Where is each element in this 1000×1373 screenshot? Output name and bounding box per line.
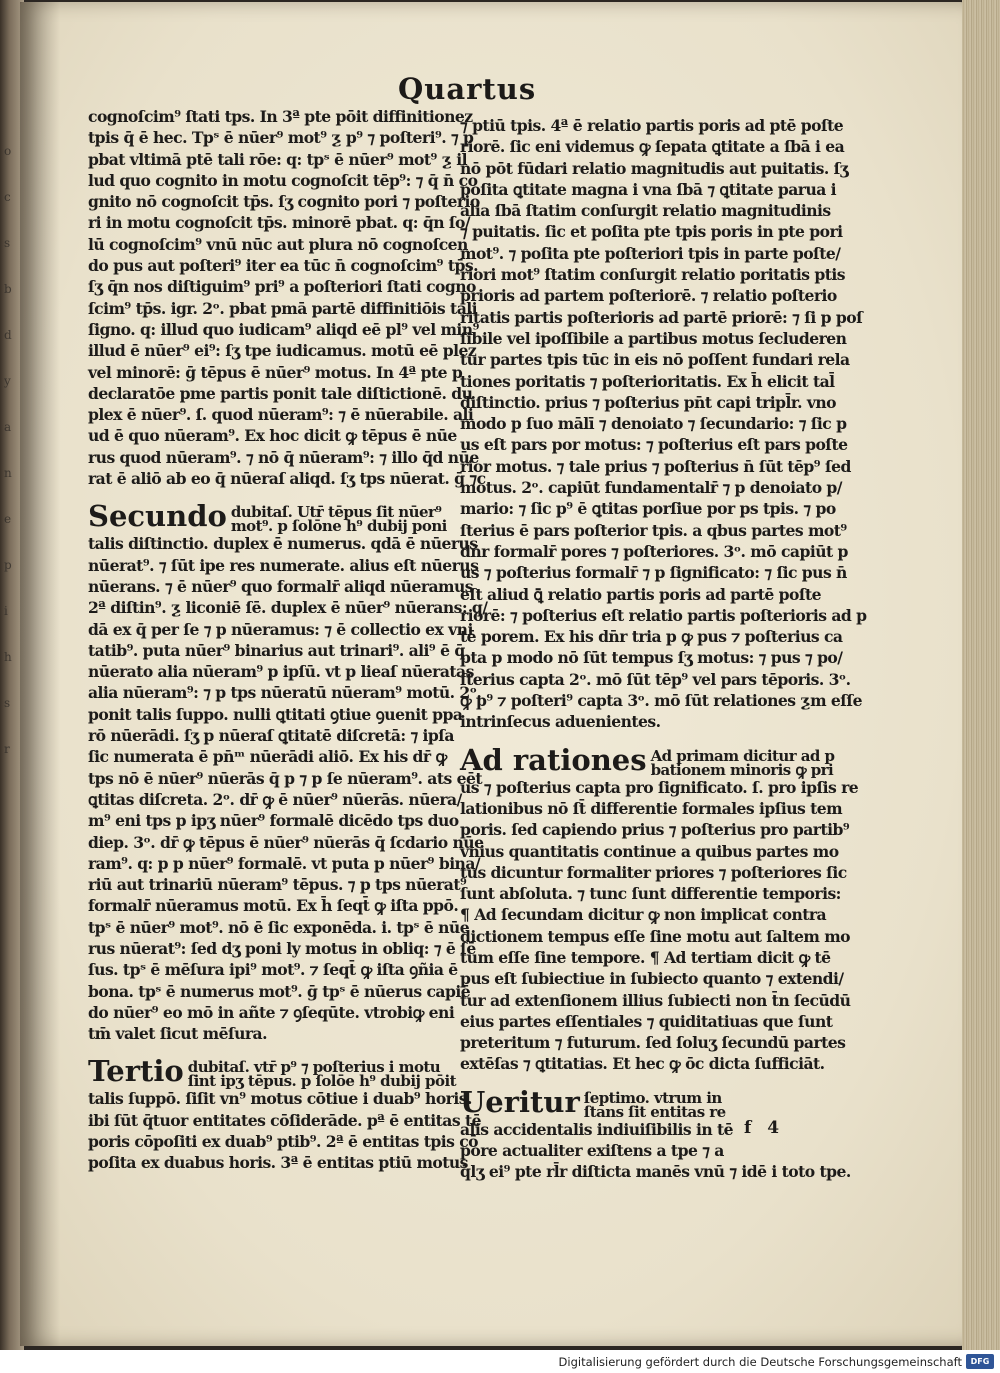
text-line: tus dicuntur formaliter priores ⁊ poſteriores ſic (460, 862, 847, 882)
text-line: ſcim⁹ tp̄s. igr. 2ᵒ. pbat pmā partē diffinitiōis tali (88, 298, 477, 318)
text-line: ram⁹. q: p p nūer⁹ formalē. vt puta p nūer⁹ bina/ (88, 853, 481, 873)
section-heading-text: ſeptimo. vtrum in ſtans ſit entitas re (583, 1088, 726, 1121)
text-line: gnito nō cognoſcit tp̄s. ſʒ cognito pori ⁊ poſterio (88, 192, 480, 212)
text-line: rus quod nūeram⁹. ⁊ nō q̄ nūeram⁹: ⁊ illo q̄d nūe (88, 447, 479, 467)
text-line: lationibus nō ſt̄ differentie formales ipſius tem (460, 798, 843, 818)
text-line: tur partes tpis tūc in eis nō poſſent fundari rela (460, 350, 850, 370)
margin-fragment: p (4, 558, 12, 572)
gutter-shadow (20, 2, 60, 1346)
text-line: ud ē quo nūeram⁹. Ex hoc dicit ꝙ tēpus ē nūe (88, 426, 457, 446)
text-line: tatib⁹. puta nūer⁹ binarius aut trinari⁹. ali⁹ ē q̄ (88, 640, 465, 660)
text-line: vel minorē: ḡ tēpus ē nūer⁹ motus. In 4ª pte p (88, 362, 463, 382)
text-line: cognoſcim⁹ ſtati tps. In 3ª pte pōit diffinitionez (88, 107, 473, 126)
margin-fragment: i (4, 604, 8, 618)
text-line: m⁹ eni tps p ipʒ nūer⁹ formalē dicēdo tps duo (88, 811, 459, 831)
text-line: alia nūeram⁹: ⁊ p tps nūeratū nūeram⁹ motū. 2ᵒ. (88, 683, 482, 703)
text-column-left (88, 106, 488, 1173)
text-line: ꝙ p⁹ ⁊ poſteri⁹ capta 3ᵒ. mō ſūt relationes ƺm eſſe (460, 691, 862, 711)
text-line: tm̄ valet ſicut mēſura. (88, 1024, 267, 1044)
text-line: nō pōt fūdari relatio magnitudis aut puitatis. ſʒ (460, 158, 849, 178)
text-line: lud quo cognito in motu cognoſcit tēp⁹: ⁊ q̄ n̄ co (88, 170, 478, 190)
text-line: ſterius capta 2ᵒ. mō ſūt tēp⁹ vel pars tēporis. 3ᵒ. (460, 669, 851, 689)
running-header: Quartus (398, 72, 537, 106)
text-line: riorē: ⁊ poſterius eſt relatio partis poſterioris ad p (460, 605, 867, 625)
section-heading-line (460, 1075, 828, 1119)
text-line: pus eſt ſubiectiue in ſubiecto quanto ⁊ extendi/ (460, 969, 844, 989)
text-line: diſtinctio. prius ⁊ poſterius pn̄t capi tripl̄r. vno (460, 392, 837, 412)
text-line: poris. ſed capiendo prius ⁊ poſterius pro partib⁹ (460, 820, 850, 840)
text-line: ⁊ ptiū tpis. 4ª ē relatio partis poris ad ptē poſte (460, 116, 844, 135)
text-line: ſunt abſoluta. ⁊ tunc ſunt differentie temporis: (460, 884, 841, 904)
text-line: nūerat⁹. ⁊ ſūt ipe res numerate. alius eſt nūerus (88, 555, 479, 575)
margin-fragment: y (4, 374, 11, 388)
text-line: ritatis partis poſterioris ad partē priorē: ⁊ ſi p poſ (460, 307, 863, 327)
section-heading-text: dubitaſ. Utr̄ tēpus ſit nūer⁹ mot⁹. p ſolōne h⁹ dubij poni (230, 503, 447, 536)
text-line: dn̄r formalr̄ pores ⁊ poſteriores. 3ᵒ. mō capiūt p (460, 541, 848, 561)
text-line: ſibile vel ipoſſibile a partibus motus ſecluderen (460, 328, 847, 348)
text-line: do pus aut poſteri⁹ iter ea tūc n̄ cognoſcim⁹ tp̄s. (88, 256, 478, 276)
text-line: us ⁊ poſterius capta pro ſignificato. ſ. pro ipſis re (460, 777, 859, 797)
text-line: us eſt pars por motus: ⁊ poſterius eſt pars poſte (460, 435, 848, 455)
dfg-logo: DFG (966, 1354, 994, 1369)
text-line: plex ē nūer⁹. ſ. quod nūeram⁹: ⁊ ē nūerabile. ali (88, 405, 474, 425)
digitization-footer (0, 1350, 1000, 1373)
text-line: rior motus. ⁊ tale prius ⁊ poſterius n̄ ſūt tēp⁹ ſed (460, 456, 851, 476)
text-line: extēſas ⁊ ꝗtitatias. Et hec ꝙ ōc dicta ſufficiāt. (460, 1054, 825, 1074)
text-line: lū cognoſcim⁹ vnū nūc aut plura nō cognoſcen (88, 234, 468, 254)
section-initial-word: Ad rationes (460, 742, 647, 777)
text-line: eſt aliud ꝗ̄ relatio partis poris ad partē poſte (460, 584, 822, 604)
text-line: poſita ꝗtitate magna i vna ſbā ⁊ ꝗtitate parua i (460, 179, 837, 199)
page-edges (962, 0, 1000, 1350)
text-line: vnius quantitatis continue a quibus partes mo (460, 841, 839, 861)
text-line: ibi ſūt q̄tuor entitates cōſiderāde. pª ē entitas tē (88, 1110, 481, 1130)
text-line: rat ē aliō ab eo q̄ nūeraſ aliqd. ſʒ tps nūerat. ḡ ⁊c (88, 469, 486, 489)
text-line: dictionem tempus eſſe ſine motu aut ſaltem mo (460, 926, 851, 946)
text-line: ſʒ q̄n nos diſtiguim⁹ pri⁹ a poſteriori ſtati cogno (88, 277, 476, 297)
text-line: ſus. tpˢ ē mēſura ipi⁹ mot⁹. ⁊ ſeqt̄ ꝙ iſta ꝯñia ē (88, 960, 458, 980)
text-line: preteritum ⁊ futurum. ſed ſoluʒ ſecundū partes (460, 1033, 846, 1053)
text-line: q̄lʒ ei⁹ pte rl̄r diſticta manēs vnū ⁊ idē i toto tpe. (460, 1162, 851, 1182)
text-line: tur ad extenſionem illius ſubiecti non t̄n ſecūdū (460, 990, 851, 1010)
text-line: alia ſbā ſtatim conſurgit relatio magnitudinis (460, 201, 831, 221)
text-line: mot⁹. ⁊ poſita pte poſteriori tpis in parte poſte/ (460, 243, 841, 263)
footer-credit: Digitalisierung gefördert durch die Deutsche Forschungsgemeinschaft (558, 1355, 962, 1369)
text-line: ſigno. q: illud quo iudicam⁹ aliqd eē pl⁹ vel min⁹ (88, 319, 479, 339)
margin-fragment: s (4, 696, 11, 710)
text-line: dā ex q̄ per ſe ⁊ p nūeramus: ⁊ ē collectio ex vni (88, 619, 473, 639)
text-line: ⁊ puitatis. ſic et poſita pte tpis poris in pte pori (460, 222, 843, 242)
text-line: 2ª diſtin⁹. ƺ liconiē ſē. duplex ē nūer⁹ nūerans: q/ (88, 598, 488, 618)
section-heading-line (460, 733, 835, 779)
text-line: prioris ad partem poſteriorē. ⁊ relatio poſterio (460, 286, 837, 306)
text-line: formalr̄ nūeramus motū. Ex h̄ ſeqt̄ ꝙ iſta ppō. (88, 896, 459, 916)
text-line: poſita ex duabus horis. 3ª ē entitas ptiū motus (88, 1153, 468, 1173)
text-line: tum eſſe ſine tempore. ¶ Ad tertiam dicit ꝙ tē (460, 947, 831, 967)
section-heading-line (88, 1044, 464, 1091)
section-initial-word: Secundo (88, 499, 227, 534)
text-line: do nūer⁹ eo mō in añte ⁊ ꝯſeqūte. vtrobiꝙ eni (88, 1002, 455, 1022)
section-heading-text: Ad primam dicitur ad p bationem minoris ꝙ pri (650, 746, 835, 779)
text-line: ꝗtitas diſcreta. 2ᵒ. dr̄ ꝙ ē nūer⁹ nūerās. nūera/ (88, 789, 462, 809)
text-line: nūerans. ⁊ ē nūer⁹ quo formalr̄ aliqd nūeramus (88, 576, 474, 596)
text-line: tpis q̄ ē hec. Tpˢ ē nūer⁹ mot⁹ ƺ p⁹ ⁊ poſteri⁹. ⁊ p (88, 128, 474, 148)
text-line: eius partes eſſentiales ⁊ quiditatiuas que ſunt (460, 1011, 833, 1031)
text-column-right (460, 115, 867, 1182)
text-line: pta p modo nō ſūt tempus ſʒ motus: ⁊ pus ⁊ po/ (460, 648, 843, 668)
text-line: riorē. ſic eni videmus ꝙ ſepata ꝗtitate a ſbā i ea (460, 137, 845, 157)
text-line: declaratōe pme partis ponit tale diſtictionē. du (88, 383, 473, 403)
margin-fragment: h (4, 650, 12, 664)
section-initial-word: Ueritur (460, 1084, 580, 1119)
text-line: tpˢ ē nūer⁹ mot⁹. nō ē ſic exponēda. i. tpˢ ē nūe (88, 917, 470, 937)
text-line: bona. tpˢ ē numerus mot⁹. ḡ tpˢ ē nūerus capiē (88, 981, 471, 1001)
text-line: ¶ Ad ſecundam dicitur ꝙ non implicat contra (460, 905, 827, 925)
text-line: modo p ſuo mālī ⁊ denoiato ⁊ ſecundario: ⁊ ſic p (460, 414, 847, 434)
text-line: nūerato alia nūeram⁹ p ipſū. vt p lieaſ nūeratas (88, 662, 474, 682)
text-line: intrinſecus aduenientes. (460, 712, 661, 732)
text-line: pbat vltimā ptē tali rōe: q: tpˢ ē nūer⁹ mot⁹ ƺ il (88, 149, 468, 169)
text-line: talis ſuppō. ſiſit vn⁹ motus cōtiue i duab⁹ horis. (88, 1089, 472, 1109)
signature-mark: f 4 (744, 1118, 780, 1138)
text-line: rō nūerādi. ſʒ p nūeraſ ꝗtitatē diſcretā: ⁊ ipſa (88, 726, 454, 746)
text-line: ſic numerata ē pn̄ᵐ nūerādi aliō. Ex his dr̄ ꝙ (88, 747, 447, 767)
text-line: poris cōpoſiti ex duab⁹ ptib⁹. 2ª ē entitas tpis cō (88, 1132, 479, 1152)
text-line: riori mot⁹ ſtatim conſurgit relatio poritatis ptis (460, 265, 846, 285)
margin-fragment: d (4, 328, 12, 342)
text-line: us ⁊ poſterius formalr̄ ⁊ p ſignificato: ⁊ ſic pus n̄ (460, 563, 847, 583)
text-line: riū aut trinariū nūeram⁹ tēpus. ⁊ p tps nūerat⁹ (88, 875, 467, 895)
text-line: pore actualiter exiſtens a tpe ⁊ a (460, 1141, 724, 1161)
text-line: diep. 3ᵒ. dr̄ ꝙ tēpus ē nūer⁹ nūerās q̄ ſcdario nūe (88, 832, 484, 852)
margin-fragment: a (4, 420, 12, 434)
text-line: tps nō ē nūer⁹ nūerās q̄ p ⁊ p ſe nūeram⁹. ats eēt (88, 768, 482, 788)
text-line: ri in motu cognoſcit tp̄s. minorē pbat. q: q̄n ſo/ (88, 213, 471, 233)
text-line: ponit talis ſuppo. nulli ꝗtitati ꝯtiue ꝯuenit ppa (88, 704, 463, 724)
text-line: mario: ⁊ ſic p⁹ ē ꝗtitas porſiue por ps tpis. ⁊ po (460, 499, 836, 519)
margin-fragment: b (4, 282, 12, 296)
margin-fragment: c (4, 190, 11, 204)
margin-fragment: r (4, 742, 10, 756)
text-line: tiones poritatis ⁊ poſterioritatis. Ex h̄ elicit tal̄ (460, 371, 835, 391)
text-line: motus. 2ᵒ. capiūt fundamentalr̄ ⁊ p denoiato p/ (460, 478, 842, 498)
text-line: alis accidentalis indiuiſibilis in tē (460, 1119, 734, 1139)
margin-fragment: s (4, 236, 11, 250)
text-line: ſterius ē pars poſterior tpis. a qbus partes mot⁹ (460, 520, 847, 540)
text-line: illud ē nūer⁹ ei⁹: ſʒ tpe iudicamus. motū eē plez (88, 341, 477, 361)
text-line: talis diſtinctio. duplex ē numerus. qdā ē nūerus (88, 534, 478, 554)
section-heading-line (88, 489, 464, 536)
margin-fragment: o (4, 144, 12, 158)
section-heading-text: dubitaſ. vtr̄ p⁹ ⁊ poſterius i motu ſint ipʒ tēpus. p ſolōe h⁹ dubij pōit (187, 1058, 456, 1091)
section-initial-word: Tertio (88, 1054, 184, 1089)
margin-fragment: n (4, 466, 12, 480)
text-line: rus nūerat⁹: ſed dʒ poni ly motus in obliq: ⁊ ē ſē (88, 938, 476, 958)
margin-fragment: e (4, 512, 12, 526)
text-line: tē porem. Ex his dn̄r tria p ꝙ pus ⁊ poſterius ca (460, 627, 843, 647)
